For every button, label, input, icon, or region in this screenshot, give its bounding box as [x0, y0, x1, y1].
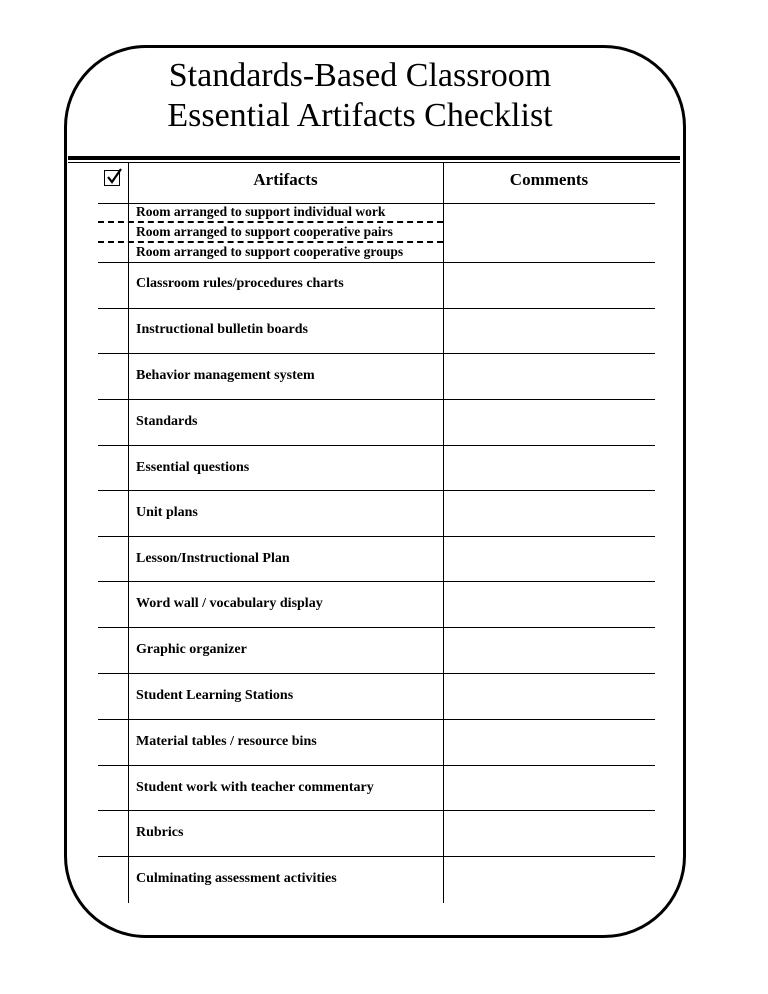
row-line	[98, 399, 655, 400]
artifact-row-label: Graphic organizer	[136, 642, 247, 657]
row-line	[98, 673, 655, 674]
artifact-row-label: Instructional bulletin boards	[136, 322, 308, 337]
artifact-row-label: Essential questions	[136, 460, 250, 475]
artifact-row-label: Word wall / vocabulary display	[136, 596, 323, 611]
artifact-row-label: Unit plans	[136, 505, 198, 520]
title-line-2: Essential Artifacts Checklist	[167, 97, 553, 134]
row-line	[98, 445, 655, 446]
artifact-row-label: Culminating assessment activities	[136, 871, 337, 886]
page-title	[70, 56, 650, 136]
title-line-1: Standards-Based Classroom	[168, 57, 552, 94]
row-line	[98, 262, 655, 263]
column-divider-comments	[443, 163, 444, 903]
column-divider-checkbox	[128, 163, 129, 903]
title-divider-thin	[68, 162, 680, 163]
artifact-row-label: Material tables / resource bins	[136, 734, 317, 749]
row-line	[98, 856, 655, 857]
checkbox-checked-icon	[104, 170, 120, 186]
title-divider-thick	[68, 156, 680, 160]
row-line	[98, 536, 655, 537]
arrangement-option: Room arranged to support individual work	[136, 204, 386, 219]
row-line	[98, 353, 655, 354]
row-line	[98, 308, 655, 309]
row-line	[98, 581, 655, 582]
artifact-row-label: Behavior management system	[136, 368, 315, 383]
artifact-row-label: Rubrics	[136, 825, 184, 840]
row-line	[98, 627, 655, 628]
artifact-row-label: Student Learning Stations	[136, 688, 294, 703]
arrangement-option: Room arranged to support cooperative groups	[136, 244, 404, 259]
row-line	[98, 719, 655, 720]
row-line	[98, 810, 655, 811]
artifact-row-label: Lesson/Instructional Plan	[136, 551, 290, 566]
artifact-row-label: Standards	[136, 414, 198, 429]
row-line	[98, 490, 655, 491]
artifacts-header: Artifacts	[253, 170, 318, 189]
comments-header: Comments	[509, 170, 589, 189]
arrangement-option: Room arranged to support cooperative pairs	[136, 224, 393, 239]
artifact-row-label: Student work with teacher commentary	[136, 780, 374, 795]
artifact-row-label: Classroom rules/procedures charts	[136, 276, 344, 291]
row-line	[98, 765, 655, 766]
